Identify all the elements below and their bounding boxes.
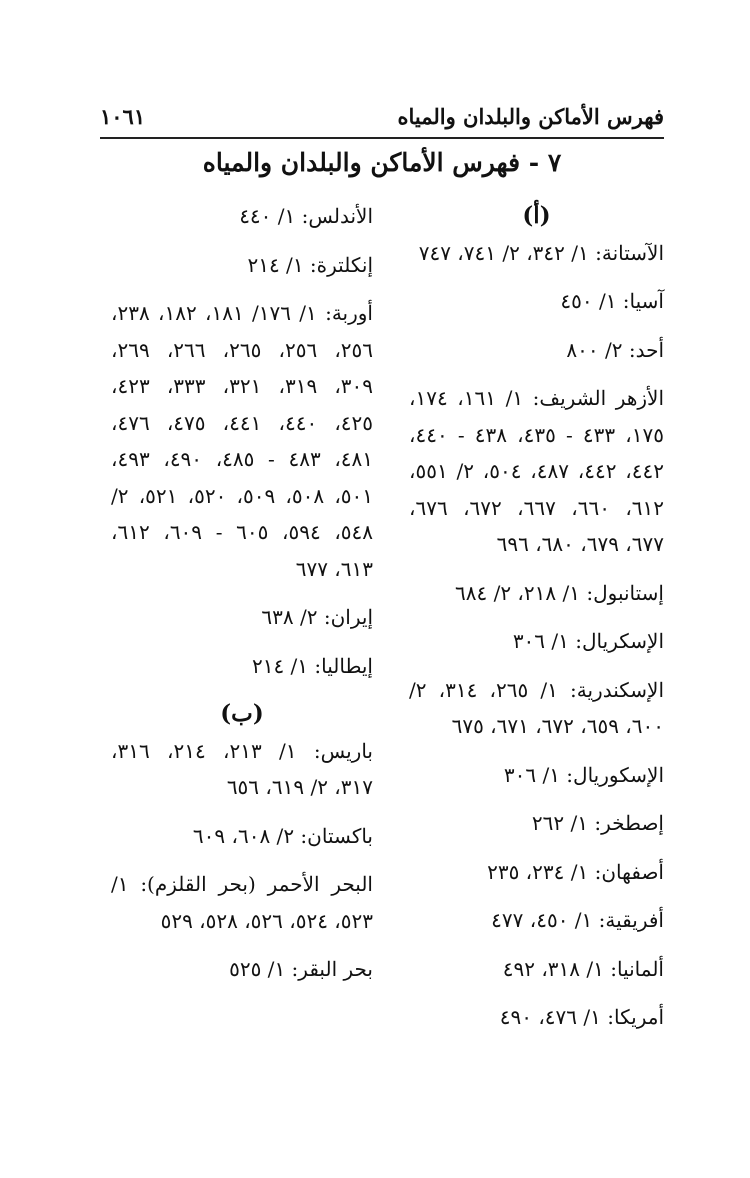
index-entry: الإسكوريال: ١/ ٣٠٦ <box>503 762 664 787</box>
index-entry: الأزهر الشريف: ١/ ١٦١، ١٧٤، ١٧٥، ٤٣٣ - ٤٣٥، ٤٣٨ - ٤٤٠، ٤٤٢، ٤٤٢، ٤٨٧، ٥٠٤، ٢/ ٥٥١، ٦١٢، ٦٦٠، ٦٦٧، ٦٧٢، ٦٧٦، ٦٧٧، ٦٧٩، ٦٨٠، ٦٩٦ <box>409 386 665 556</box>
index-entry: أوربة: ١/ ١٧٦/ ١٨١، ١٨٢، ٢٣٨، ٢٥٦، ٢٥٦، ٢٦٥، ٢٦٦، ٢٦٩، ٣٠٩، ٣١٩، ٣٢١، ٣٣٣، ٤٢٣، ٤٢٥، ٤٤٠، ٤٤١، ٤٧٥، ٤٧٦، ٤٨١، ٤٨٣ - ٤٨٥، ٤٩٠، ٤٩٣، ٥٠١، ٥٠٨، ٥٠٩، ٥٢٠، ٥٢١، ٢/ ٥٤٨، ٥٩٤، ٦٠٥ - ٦٠٩، ٦١٢، ٦١٣، ٦٧٧ <box>111 301 374 581</box>
index-entry: إيران: ٢/ ٦٣٨ <box>261 605 373 629</box>
page-number: ١٠٦١ <box>100 103 146 129</box>
index-entry: أفريقية: ١/ ٤٥٠، ٤٧٧ <box>491 908 664 932</box>
index-entry: إنكلترة: ١/ ٢١٤ <box>247 252 373 277</box>
index-column-right <box>409 198 664 1036</box>
index-entry: الأندلس: ١/ ٤٤٠ <box>239 204 373 228</box>
index-entry: أمريكا: ١/ ٤٧٦، ٤٩٠ <box>499 1005 664 1029</box>
index-column-left <box>111 198 373 988</box>
header-rule <box>100 137 664 139</box>
index-entry: الإسكندرية: ١/ ٢٦٥، ٣١٤، ٢/ ٦٠٠، ٦٥٩، ٦٧٢، ٦٧١، ٦٧٥ <box>409 677 665 738</box>
index-entry: باريس: ١/ ٢١٣، ٢١٤، ٣١٦، ٣١٧، ٢/ ٦١٩، ٦٥٦ <box>111 738 373 799</box>
section-title: ٧ - فهرس الأماكن والبلدان والمياه <box>202 148 562 177</box>
index-entry: ألمانيا: ١/ ٣١٨، ٤٩٢ <box>502 956 664 981</box>
running-title: فهرس الأماكن والبلدان والمياه <box>397 103 664 129</box>
index-entry: بحر البقر: ١/ ٥٢٥ <box>229 957 373 981</box>
letter-heading-alif: (أ) <box>522 202 551 229</box>
index-entry: إستانبول: ١/ ٢١٨، ٢/ ٦٨٤ <box>454 580 664 605</box>
index-entry: البحر الأحمر (بحر القلزم): ١/ ٥٢٣، ٥٢٤، ٥٢٦، ٥٢٨، ٥٢٩ <box>111 872 373 933</box>
running-head <box>100 96 664 136</box>
letter-heading-ba: (ب) <box>220 700 264 727</box>
index-entry: الإسكريال: ١/ ٣٠٦ <box>512 629 664 653</box>
index-entry: الآستانة: ١/ ٣٤٢، ٢/ ٧٤١، ٧٤٧ <box>418 240 664 265</box>
index-entry: إصطخر: ١/ ٢٦٢ <box>531 811 664 835</box>
index-entry: أحد: ٢/ ٨٠٠ <box>566 337 664 362</box>
index-entry: إيطاليا: ١/ ٢١٤ <box>251 653 373 678</box>
index-entry: آسيا: ١/ ٤٥٠ <box>560 289 664 313</box>
index-entry: أصفهان: ١/ ٢٣٤، ٢٣٥ <box>487 859 664 884</box>
index-entry: باكستان: ٢/ ٦٠٨، ٦٠٩ <box>192 823 373 848</box>
